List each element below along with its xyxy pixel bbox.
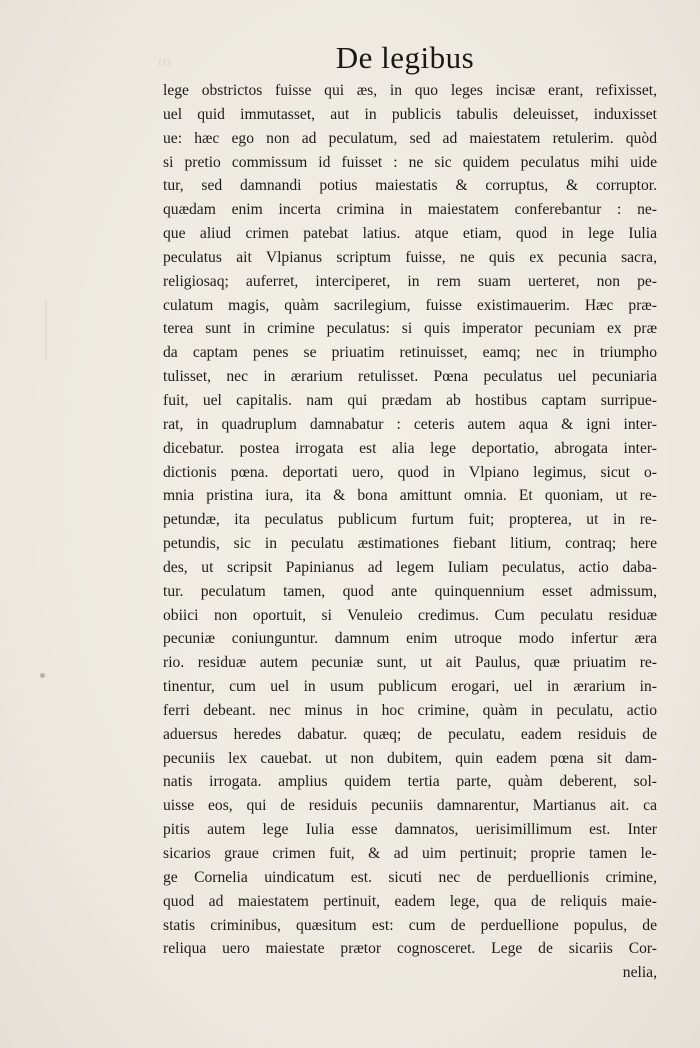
text-line: pitis autem lege Iulia esse damnatos, uerisimillimum est. Inter [163,821,657,839]
text-line: tulisset, nec in ærarium retulisset. Pœna peculatus uel pecuniaria [163,368,657,386]
text-line: pecuniis lex cauebat. ut non dubitem, quin eadem pœna sit dam- [163,749,657,767]
text-line: tinentur, cum uel in usum publicum erogari, uel in ærarium in- [163,678,657,696]
text-line: obiici non oportuit, si Venuleio credimus. Cum peculatu residuæ [163,606,657,624]
folio-number: III [158,57,172,69]
text-line: sicarios graue crimen fuit, & ad uim pertinuit; proprie tamen le- [163,845,657,862]
text-line: tur. peculatum tamen, quod ante quinquennium esset admissum, [163,582,657,600]
text-line: quod ad maiestatem pertinuit, eadem lege, qua de reliquis maie- [163,892,657,910]
text-line: tur, sed damnandi potius maiestatis & corruptus, & corruptor. [163,177,657,195]
text-line: rat, in quadruplum damnabatur : ceteris autem aqua & igni inter- [163,415,657,433]
text-line: fuit, uel capitalis. nam qui prædam ab hostibus captam surripue- [163,391,657,409]
text-line: statis criminibus, quæsitum est: cum de perduellione populus, de [163,916,657,934]
text-line: des, ut scripsit Papinianus ad legem Iuliam peculatus, actio daba- [163,558,657,576]
text-line: peculatus ait Vlpianus scriptum fuisse, ne quis ex pecunia sacra, [163,248,657,266]
text-line: reliqua uero maiestate prætor cognosceret. Lege de sicariis Cor- [163,940,657,958]
body-text [163,79,657,985]
text-line: pecuniæ coniunguntur. damnum enim utroque modo infertur æra [163,630,657,648]
text-line: aduersus heredes dabatur. quæq; de peculatu, eadem residuis de [163,725,657,743]
text-line: petundis, sic in peculatu æstimationes fiebant litium, contraq; here [163,535,657,553]
text-line: nelia, [622,964,657,982]
text-line: uel quid immutasset, aut in publicis tabulis deleuisset, induxisset [163,105,657,123]
text-line: ge Cornelia uindicatum est. sicuti nec de perduellionis crimine, [163,868,657,886]
text-line: quædam enim incerta crimina in maiestatem conferebantur : ne- [163,201,657,219]
text-line: terea sunt in crimine peculatus: si quis imperator pecuniam ex præ [163,320,657,338]
text-line: petundæ, ita peculatus publicum furtum fuit; propterea, ut in re- [163,511,657,529]
text-line: uisse eos, qui de residuis pecuniis damnarentur, Martianus ait. ca [163,797,657,815]
text-line: rio. residuæ autem pecuniæ sunt, ut ait Paulus, quæ priuatim re- [163,654,657,672]
text-line: ferri debeant. nec minus in hoc crimine, quàm in peculatu, actio [163,701,657,719]
text-line: religiosaq; auferret, interciperet, in rem suam uerteret, non pe- [163,272,657,290]
ink-spot [40,673,45,678]
text-line: natis irrogata. amplius quidem tertia parte, quàm deberent, sol- [163,773,657,791]
text-line: si pretio commissum id fuisset : ne sic quidem peculatus mihi uide [163,153,657,171]
text-line: lege obstrictos fuisse qui æs, in quo leges incisæ erant, refixisset, [163,82,657,99]
text-line: dictionis pœna. deportati uero, quod in Vlpiano legimus, sicut o- [163,463,657,481]
text-line: da captam penes se priuatim retinuisset, eamq; nec in triumpho [163,344,657,362]
text-line: que aliud crimen patebat latius. atque etiam, quod in lege Iulia [163,225,657,243]
text-line: ue: hæc ego non ad peculatum, sed ad maiestatem retulerim. quòd [163,129,657,147]
text-line: mnia pristina iura, ita & bona amittunt omnia. Et quoniam, ut re- [163,487,657,505]
text-line: dicebatur. postea irrogata est alia lege deportatio, abrogata inter- [163,439,657,457]
page-title: De legibus [335,40,475,75]
paper-crease [45,300,47,360]
text-line: culatum magis, quàm sacrilegium, fuisse existimauerim. Hæc præ- [163,296,657,314]
